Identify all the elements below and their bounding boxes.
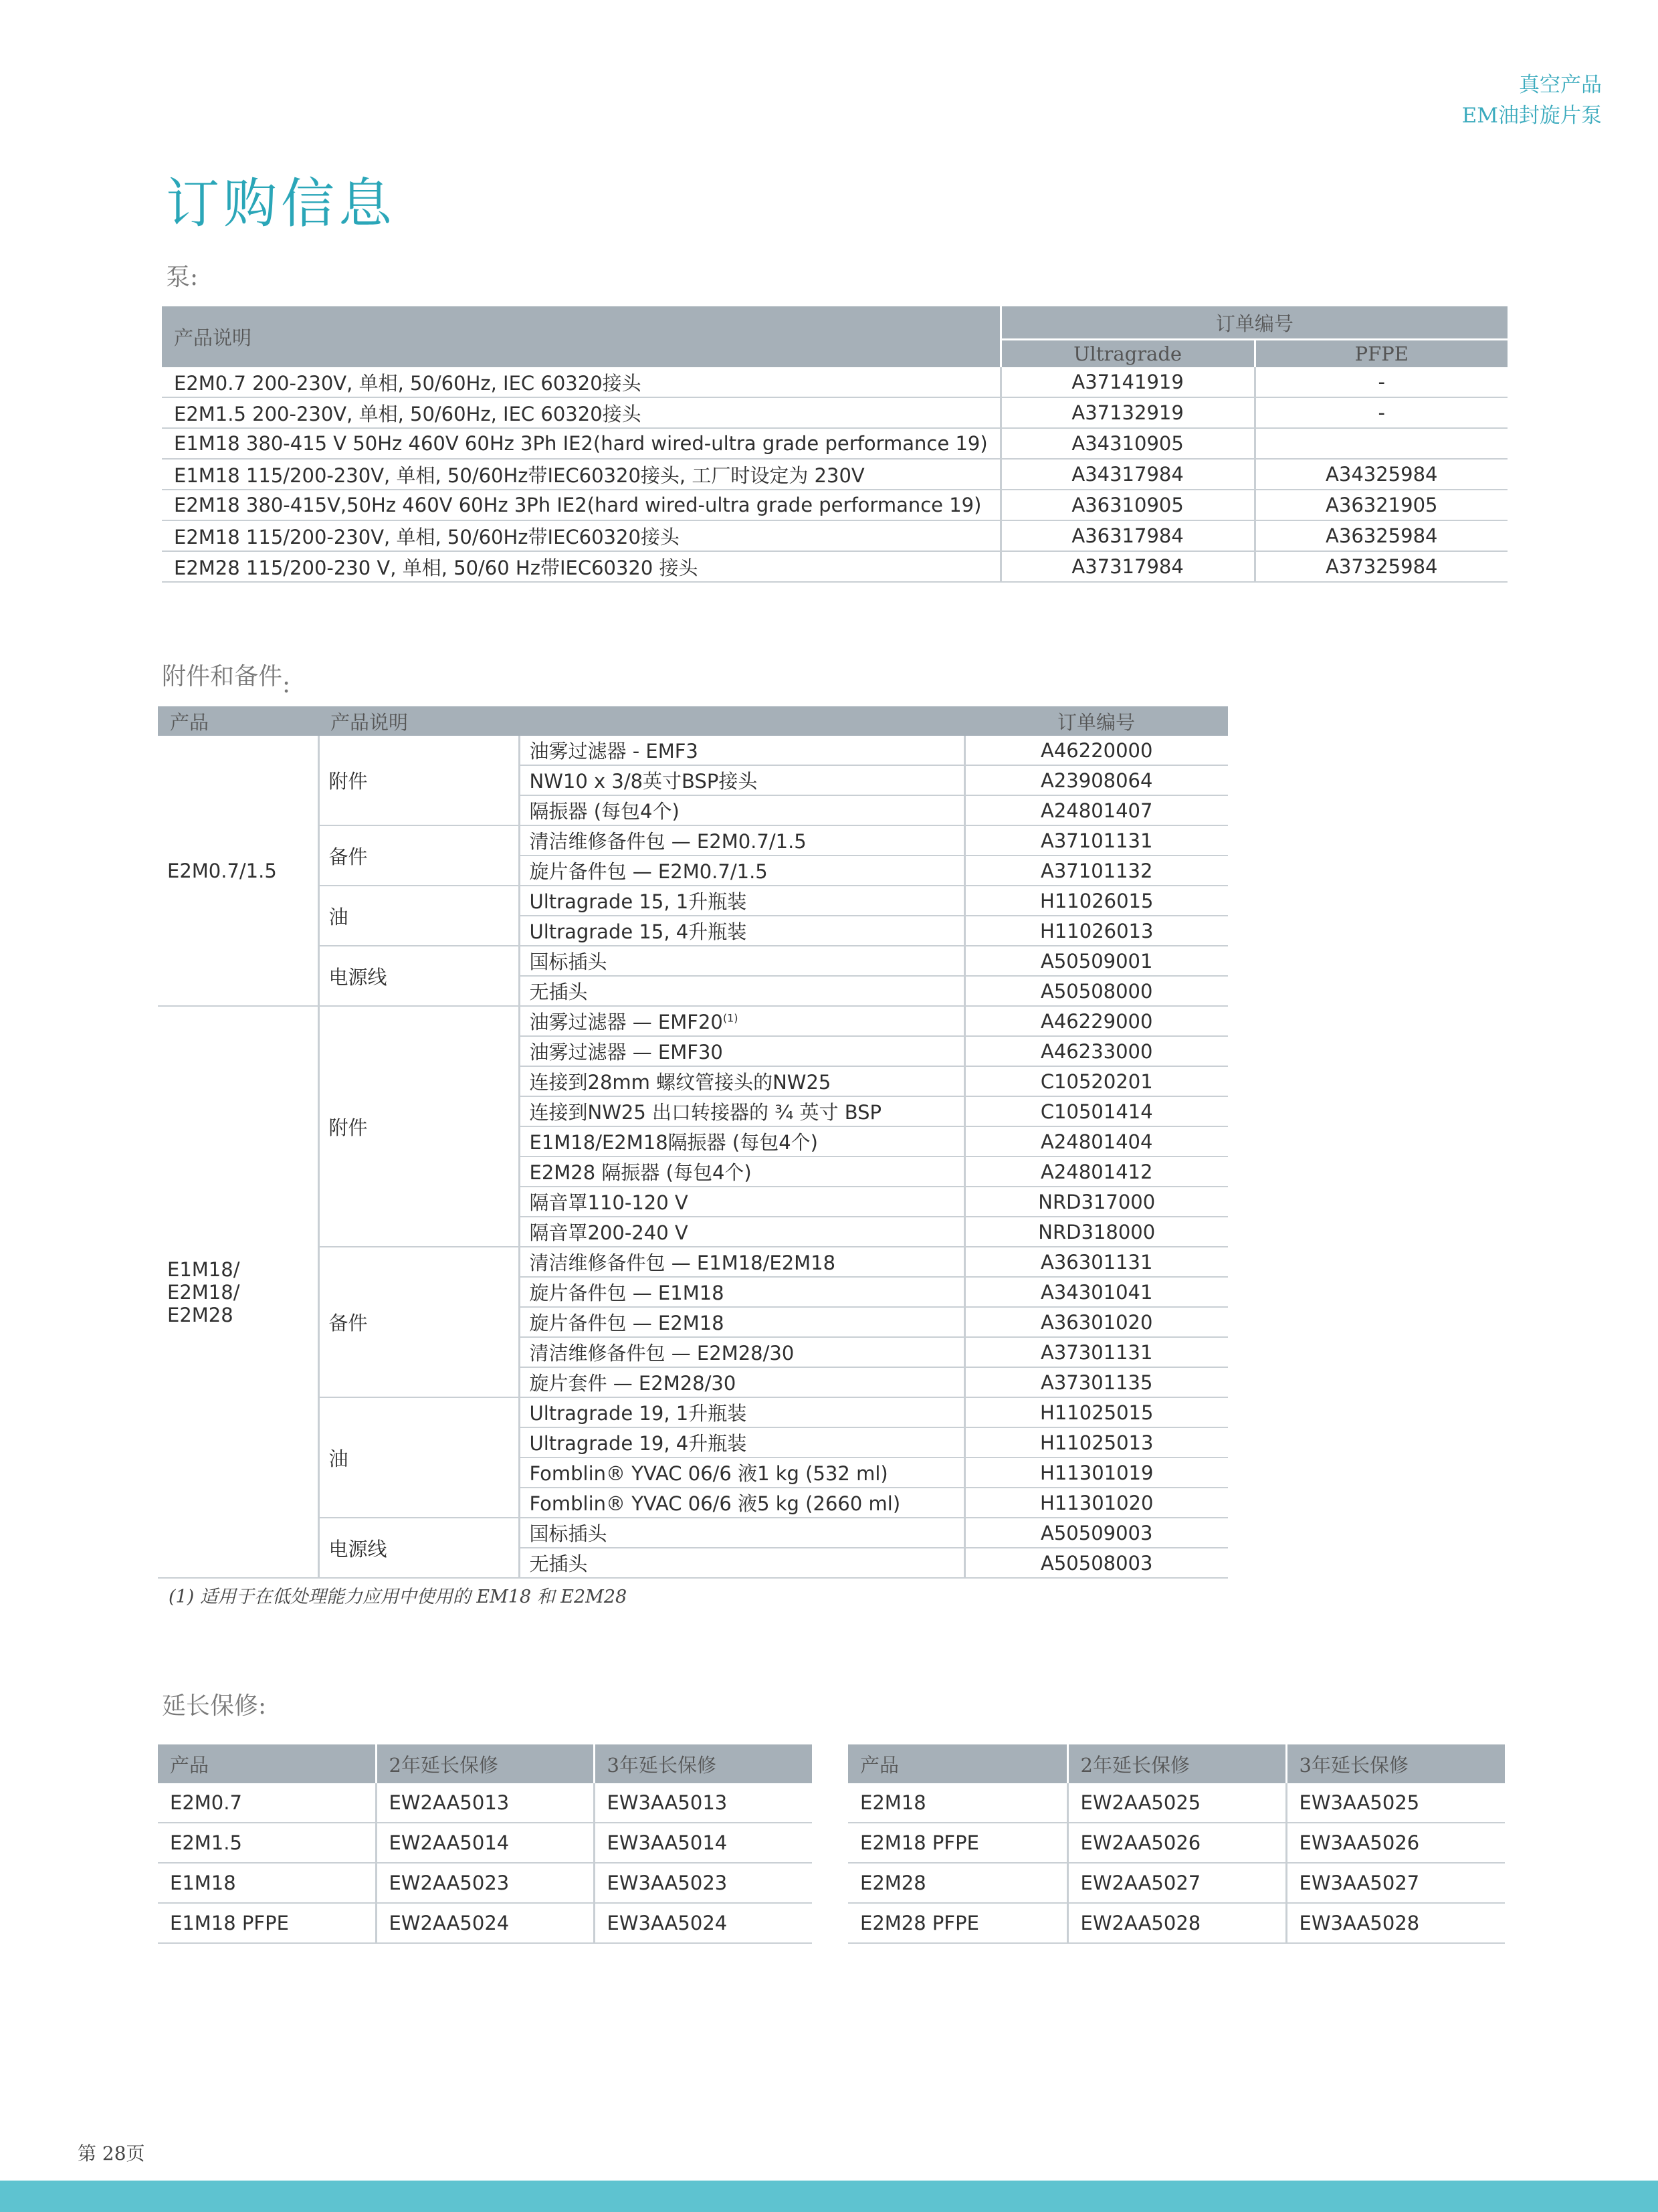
acc-cat-oil: 油: [318, 886, 519, 946]
acc-code: A34301041: [964, 1277, 1228, 1307]
pump-desc: E1M18 380-415 V 50Hz 460V 60Hz 3Ph IE2(hard wired-ultra grade performance 19): [162, 428, 1001, 459]
pump-desc: E2M0.7 200-230V, 单相, 50/60Hz, IEC 60320接头: [162, 367, 1001, 397]
acc-desc: 隔振器 (每包4个): [519, 795, 964, 825]
footnote-marker: (1): [722, 1011, 738, 1025]
table-row: [162, 551, 1508, 582]
acc-desc: 连接到NW25 出口转接器的 ¾ 英寸 BSP: [519, 1096, 964, 1126]
acc-desc: 国标插头: [519, 946, 964, 976]
acc-code: A37301135: [964, 1367, 1228, 1397]
warranty-col-product: 产品: [158, 1744, 376, 1783]
accessories-section-label: [162, 658, 291, 698]
warranty-3yr: EW3AA5023: [594, 1863, 812, 1903]
pump-pfpe: [1255, 428, 1508, 459]
warranty-2yr: EW2AA5023: [376, 1863, 594, 1903]
warranty-section-label: 延长保修:: [162, 1692, 267, 1720]
table-row: [158, 736, 1228, 765]
pumps-col-desc: 产品说明: [162, 306, 1001, 367]
warranty-3yr: EW3AA5027: [1286, 1863, 1505, 1903]
warranty-col-3yr: 3年延长保修: [1286, 1744, 1505, 1783]
acc-code: A36301020: [964, 1307, 1228, 1337]
table-row: [158, 1783, 812, 1823]
acc-desc: Fomblin® YVAC 06/6 液5 kg (2660 ml): [519, 1488, 964, 1518]
pump-desc: E1M18 115/200-230V, 单相, 50/60Hz带IEC60320接头, 工厂时设定为 230V: [162, 459, 1001, 490]
pump-pfpe: A34325984: [1255, 459, 1508, 490]
acc-desc: 隔音罩200-240 V: [519, 1217, 964, 1247]
pump-ultragrade: A37141919: [1001, 367, 1255, 397]
table-row: [162, 367, 1508, 397]
acc-cat-power: 电源线: [318, 1518, 519, 1578]
warranty-3yr: EW3AA5013: [594, 1783, 812, 1823]
acc-code: A24801412: [964, 1157, 1228, 1187]
acc-desc: Ultragrade 19, 1升瓶装: [519, 1397, 964, 1427]
table-row: [848, 1863, 1505, 1903]
pump-pfpe: -: [1255, 397, 1508, 428]
table-row: [848, 1783, 1505, 1823]
pump-pfpe: A37325984: [1255, 551, 1508, 582]
acc-group-product: [158, 1006, 318, 1578]
acc-group-product-line: E2M28: [167, 1303, 233, 1326]
acc-desc: 无插头: [519, 1548, 964, 1578]
acc-desc: 无插头: [519, 976, 964, 1006]
pump-ultragrade: A36317984: [1001, 520, 1255, 551]
acc-desc: 清洁维修备件包 — E1M18/E2M18: [519, 1247, 964, 1277]
acc-code: H11301019: [964, 1457, 1228, 1488]
acc-desc: 连接到28mm 螺纹管接头的NW25: [519, 1066, 964, 1096]
acc-col-order: 订单编号: [964, 706, 1228, 736]
acc-col-product: 产品: [158, 706, 318, 736]
header-category: [1462, 70, 1602, 131]
table-row: [158, 1247, 1228, 1277]
warranty-2yr: EW2AA5014: [376, 1823, 594, 1863]
acc-cat-spares: 备件: [318, 825, 519, 886]
acc-desc: 清洁维修备件包 — E2M28/30: [519, 1337, 964, 1367]
pump-ultragrade: A34310905: [1001, 428, 1255, 459]
acc-col-desc: 产品说明: [318, 706, 964, 736]
warranty-3yr: EW3AA5024: [594, 1903, 812, 1943]
acc-desc: 隔音罩110-120 V: [519, 1187, 964, 1217]
acc-code: A24801404: [964, 1126, 1228, 1157]
table-row: [162, 520, 1508, 551]
table-row: [158, 1006, 1228, 1036]
table-row: [158, 1397, 1228, 1427]
warranty-3yr: EW3AA5025: [1286, 1783, 1505, 1823]
table-row: [158, 886, 1228, 916]
acc-code: H11026013: [964, 916, 1228, 946]
warranty-product: E2M1.5: [158, 1823, 376, 1863]
acc-desc: 油雾过滤器 - EMF3: [519, 736, 964, 765]
acc-desc: 旋片套件 — E2M28/30: [519, 1367, 964, 1397]
acc-group-product: E2M0.7/1.5: [158, 736, 318, 1006]
table-row: [162, 397, 1508, 428]
acc-code: A37101131: [964, 825, 1228, 856]
table-row: [848, 1903, 1505, 1943]
acc-cat-power: 电源线: [318, 946, 519, 1006]
acc-desc: 油雾过滤器 — EMF30: [519, 1036, 964, 1066]
pump-pfpe: -: [1255, 367, 1508, 397]
pumps-col-order: 订单编号: [1001, 306, 1508, 340]
table-row: [158, 946, 1228, 976]
acc-cat-accessories: 附件: [318, 1006, 519, 1247]
warranty-product: E1M18 PFPE: [158, 1903, 376, 1943]
pump-pfpe: A36325984: [1255, 520, 1508, 551]
acc-code: A50509003: [964, 1518, 1228, 1548]
warranty-2yr: EW2AA5028: [1067, 1903, 1286, 1943]
warranty-3yr: EW3AA5028: [1286, 1903, 1505, 1943]
warranty-3yr: EW3AA5014: [594, 1823, 812, 1863]
pump-pfpe: A36321905: [1255, 490, 1508, 520]
warranty-3yr: EW3AA5026: [1286, 1823, 1505, 1863]
pumps-col-ultragrade: Ultragrade: [1001, 340, 1255, 368]
pump-ultragrade: A36310905: [1001, 490, 1255, 520]
acc-code: A24801407: [964, 795, 1228, 825]
warranty-product: E2M28: [848, 1863, 1067, 1903]
acc-code: NRD317000: [964, 1187, 1228, 1217]
warranty-2yr: EW2AA5013: [376, 1783, 594, 1823]
table-row: [162, 428, 1508, 459]
acc-code: H11026015: [964, 886, 1228, 916]
acc-code: A23908064: [964, 765, 1228, 795]
header-category-line: 真空产品: [1519, 73, 1602, 97]
warranty-product: E2M18: [848, 1783, 1067, 1823]
acc-code: A50508000: [964, 976, 1228, 1006]
acc-code: A37301131: [964, 1337, 1228, 1367]
acc-code: H11025013: [964, 1427, 1228, 1457]
acc-desc: 旋片备件包 — E2M18: [519, 1307, 964, 1337]
acc-cat-spares: 备件: [318, 1247, 519, 1397]
acc-desc: [519, 1006, 964, 1036]
table-row: [162, 490, 1508, 520]
table-row: [848, 1823, 1505, 1863]
table-row: [158, 1863, 812, 1903]
acc-code: C10501414: [964, 1096, 1228, 1126]
acc-code: A50508003: [964, 1548, 1228, 1578]
acc-code: H11025015: [964, 1397, 1228, 1427]
acc-code: NRD318000: [964, 1217, 1228, 1247]
accessories-section-suffix: :: [282, 671, 291, 698]
warranty-2yr: EW2AA5027: [1067, 1863, 1286, 1903]
acc-code: A50509001: [964, 946, 1228, 976]
warranty-2yr: EW2AA5024: [376, 1903, 594, 1943]
warranty-product: E2M28 PFPE: [848, 1903, 1067, 1943]
pump-ultragrade: A37132919: [1001, 397, 1255, 428]
page-number: 第 28页: [78, 2142, 145, 2165]
warranty-col-2yr: 2年延长保修: [376, 1744, 594, 1783]
table-row: [158, 1823, 812, 1863]
acc-group-product-line: E2M18/: [167, 1280, 240, 1304]
table-row: [158, 1903, 812, 1943]
pumps-section-label: 泵:: [166, 264, 199, 291]
table-row: [158, 1518, 1228, 1548]
table-row: [158, 825, 1228, 856]
acc-code: A46233000: [964, 1036, 1228, 1066]
table-row: [162, 459, 1508, 490]
warranty-product: E2M0.7: [158, 1783, 376, 1823]
acc-code: A46220000: [964, 736, 1228, 765]
acc-desc-text: 油雾过滤器 — EMF20: [529, 1011, 723, 1033]
warranty-2yr: EW2AA5026: [1067, 1823, 1286, 1863]
warranty-col-product: 产品: [848, 1744, 1067, 1783]
accessories-table: [158, 706, 1228, 1579]
acc-desc: 国标插头: [519, 1518, 964, 1548]
acc-code: A46229000: [964, 1006, 1228, 1036]
pump-desc: E2M18 380-415V,50Hz 460V 60Hz 3Ph IE2(hard wired-ultra grade performance 19): [162, 490, 1001, 520]
acc-desc: 旋片备件包 — E1M18: [519, 1277, 964, 1307]
pump-desc: E2M1.5 200-230V, 单相, 50/60Hz, IEC 60320接头: [162, 397, 1001, 428]
page-title: 订购信息: [166, 173, 396, 235]
footnote: (1) 适用于在低处理能力应用中使用的 EM18 和 E2M28: [169, 1587, 627, 1607]
pump-desc: E2M28 115/200-230 V, 单相, 50/60 Hz带IEC60320 接头: [162, 551, 1001, 582]
pumps-col-pfpe: PFPE: [1255, 340, 1508, 368]
acc-desc: E2M28 隔振器 (每包4个): [519, 1157, 964, 1187]
acc-desc: NW10 x 3/8英寸BSP接头: [519, 765, 964, 795]
footer-bar: [0, 2181, 1658, 2212]
acc-desc: Ultragrade 15, 1升瓶装: [519, 886, 964, 916]
acc-desc: Ultragrade 19, 4升瓶装: [519, 1427, 964, 1457]
pump-desc: E2M18 115/200-230V, 单相, 50/60Hz带IEC60320接头: [162, 520, 1001, 551]
warranty-2yr: EW2AA5025: [1067, 1783, 1286, 1823]
warranty-product: E1M18: [158, 1863, 376, 1903]
pump-ultragrade: A34317984: [1001, 459, 1255, 490]
acc-desc: Fomblin® YVAC 06/6 液1 kg (532 ml): [519, 1457, 964, 1488]
acc-cat-oil: 油: [318, 1397, 519, 1518]
acc-desc: E1M18/E2M18隔振器 (每包4个): [519, 1126, 964, 1157]
header-subcategory-line: EM油封旋片泵: [1461, 104, 1602, 128]
warranty-product: E2M18 PFPE: [848, 1823, 1067, 1863]
warranty-table-right: [848, 1744, 1505, 1944]
acc-desc: 清洁维修备件包 — E2M0.7/1.5: [519, 825, 964, 856]
acc-desc: Ultragrade 15, 4升瓶装: [519, 916, 964, 946]
acc-group-product-line: E1M18/: [167, 1258, 240, 1281]
acc-desc: 旋片备件包 — E2M0.7/1.5: [519, 856, 964, 886]
acc-code: C10520201: [964, 1066, 1228, 1096]
warranty-table-left: [158, 1744, 812, 1944]
acc-code: A36301131: [964, 1247, 1228, 1277]
warranty-col-2yr: 2年延长保修: [1067, 1744, 1286, 1783]
acc-cat-accessories: 附件: [318, 736, 519, 825]
acc-code: H11301020: [964, 1488, 1228, 1518]
acc-code: A37101132: [964, 856, 1228, 886]
pumps-table: [162, 306, 1508, 583]
accessories-section-text: 附件和备件: [162, 663, 283, 690]
warranty-col-3yr: 3年延长保修: [594, 1744, 812, 1783]
pump-ultragrade: A37317984: [1001, 551, 1255, 582]
